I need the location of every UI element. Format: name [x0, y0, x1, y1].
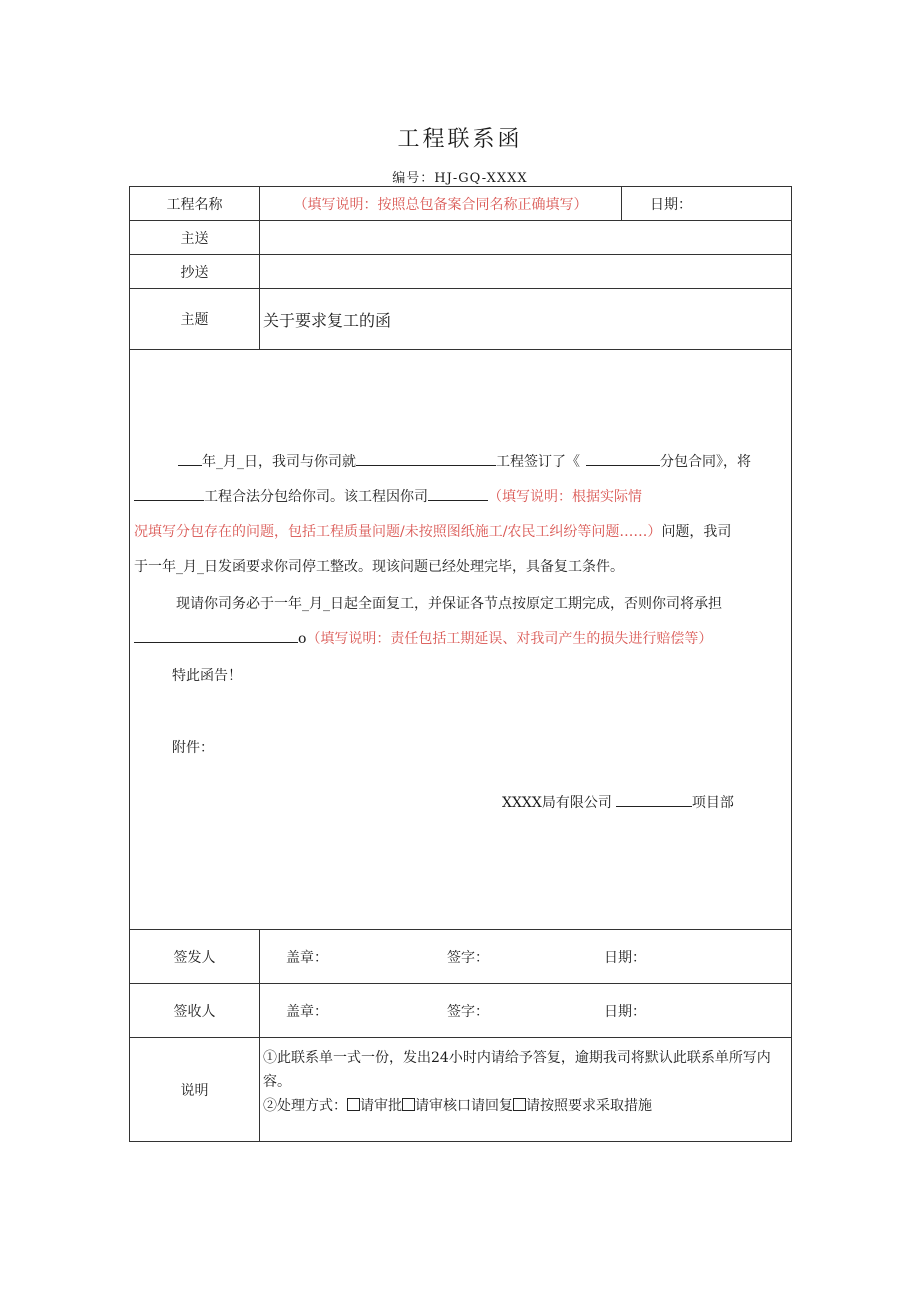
copy-send-field[interactable] [260, 255, 792, 289]
notes-line-2: ②处理方式： 请审批 请审核口请回复 请按照要求采取措施 [263, 1098, 652, 1114]
subject-label: 主题 [130, 289, 260, 350]
main-send-label: 主送 [130, 221, 260, 255]
receiver-signature[interactable]: 签字： [447, 1003, 489, 1020]
date-field[interactable]: 日期： [622, 187, 792, 221]
attachment-label: 附件： [172, 740, 214, 756]
letter-body-cell[interactable] [130, 350, 792, 930]
checkbox-review[interactable] [402, 1098, 415, 1111]
blank-liability[interactable] [134, 630, 298, 643]
body-line-2: 工程合法分包给你司。该工程因你司 （填写说明：根据实际情 [134, 486, 788, 506]
page-title: 工程联系函 [397, 127, 523, 152]
notes-row [130, 1038, 792, 1142]
blank-project[interactable] [356, 453, 496, 466]
receiver-fields [260, 984, 792, 1038]
blank-project-dept[interactable] [616, 794, 692, 807]
notes-label: 说明 [130, 1038, 260, 1142]
subject-field[interactable]: 关于要求复工的函 [260, 289, 792, 350]
document-number: 编号：HJ-GQ-XXXX [392, 171, 528, 186]
issuer-seal[interactable]: 盖章： [286, 949, 328, 966]
body-line-5: 现请你司务必于一年_月_日起全面复工，并保证各节点按原定工期完成，否则你司将承担 [176, 596, 722, 612]
blank-reason[interactable] [428, 488, 488, 501]
receiver-label: 签收人 [130, 984, 260, 1038]
checkbox-action[interactable] [513, 1098, 526, 1111]
project-name-row [130, 187, 792, 221]
subject-row [130, 289, 792, 350]
issuer-row [130, 930, 792, 984]
blank-year[interactable] [178, 453, 202, 466]
main-send-row [130, 221, 792, 255]
body-line-4: 于一年_月_日发函要求你司停工整改。现该问题已经处理完毕，具备复工条件。 [134, 559, 624, 575]
body-line-1: 年_月_日，我司与你司就 工程签订了《 分包合同》，将 [178, 451, 788, 471]
body-line-6: o（填写说明：责任包括工期延误、对我司产生的损失进行赔偿等） [134, 628, 788, 648]
project-name-label: 工程名称 [130, 187, 260, 221]
receiver-row [130, 984, 792, 1038]
blank-contract[interactable] [586, 453, 660, 466]
main-send-field[interactable] [260, 221, 792, 255]
project-name-field[interactable]: （填写说明：按照总包备案合同名称正确填写） [260, 187, 622, 221]
blank-project-2[interactable] [134, 488, 204, 501]
company-signature: XXXX局有限公司 项目部 [502, 795, 734, 811]
copy-send-row [130, 255, 792, 289]
closing-text: 特此函告！ [172, 668, 242, 684]
checkbox-approve[interactable] [347, 1098, 360, 1111]
receiver-date[interactable]: 日期： [604, 1003, 646, 1020]
issuer-signature[interactable]: 签字： [447, 949, 489, 966]
letter-body [130, 350, 790, 929]
issuer-date[interactable]: 日期： [604, 949, 646, 966]
notes-content [260, 1038, 792, 1142]
contact-letter-form [129, 186, 792, 1142]
receiver-seal[interactable]: 盖章： [286, 1003, 328, 1020]
copy-send-label: 抄送 [130, 255, 260, 289]
issuer-fields [260, 930, 792, 984]
issuer-label: 签发人 [130, 930, 260, 984]
body-line-3: 况填写分包存在的问题，包括工程质量问题/未按照图纸施工/农民工纠纷等问题……）问题，我司 [134, 524, 732, 540]
notes-line-1: ①此联系单一式一份，发出24小时内请给予答复，逾期我司将默认此联系单所写内容。 [263, 1050, 771, 1090]
letter-body-row [130, 350, 792, 930]
